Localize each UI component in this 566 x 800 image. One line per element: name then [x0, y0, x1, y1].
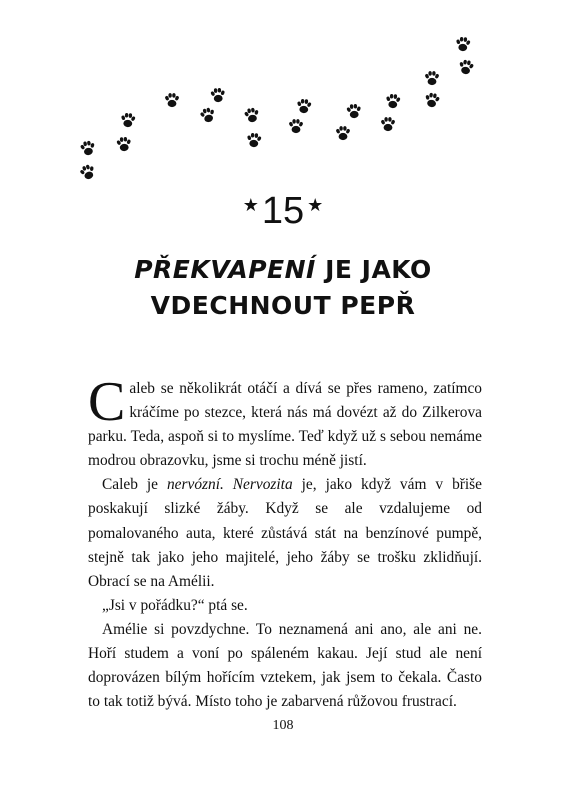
paw-print-icon: [79, 140, 96, 156]
paw-print-icon: [210, 87, 226, 102]
paragraph: Amélie si povzdychne. To neznamená ani ano, ale ani ne. Hoří studem a voní po spáleném kakau. Její stud ale není doprovázen bílým hořícím vztekem, jak jsem to čekala. Často to tak totiž bývá. Místo toho je zabarvená růžovou frustrací.: [88, 620, 482, 711]
paragraph: [88, 473, 482, 593]
paw-print-icon: [455, 36, 471, 51]
paw-print-icon: [335, 126, 350, 140]
chapter-title-line-2: VDECHNOUT PEPŘ: [150, 291, 416, 320]
chapter-title: [0, 252, 566, 324]
paragraph: „Jsi v pořádku?“ ptá se.: [102, 596, 248, 614]
chapter-title-rest: JE JAKO: [325, 255, 432, 284]
paw-print-icon: [78, 163, 97, 181]
chapter-title-emphasis: PŘEKVAPENÍ: [134, 255, 316, 284]
paragraph-text: je, jako když vám v břiše poskakují slizké žáby. Když se ale vzdalujeme od pomalovaného auta, které zůstává stát na benzínové pumpě, stejně tak jako jeho majitelé, jeho žáby se trošku zklidňují. Obrací se na Amélii.: [88, 476, 482, 590]
chapter-number: [0, 183, 566, 233]
paw-print-icon: [385, 93, 401, 108]
paw-prints-decoration: [0, 0, 566, 200]
star-icon: ★: [307, 195, 324, 215]
paragraph-text: Caleb je: [102, 476, 167, 494]
paragraph-italic: nervózní. Nervozita: [166, 476, 293, 494]
paw-print-icon: [346, 103, 362, 118]
paragraph-text: aleb se několikrát otáčí a dívá se přes rameno, zatímco kráčíme po stezce, která nás má dovézt až do Zilkerova parku. Teda, aspoň si to myslíme. Teď když už s sebou nemáme modrou obrazovku, jsme si trochu méně jistí.: [88, 380, 482, 470]
paw-print-icon: [199, 106, 217, 123]
page-number: 108: [272, 718, 294, 733]
drop-cap: C: [88, 371, 126, 433]
paw-print-icon: [458, 59, 475, 75]
paw-print-icon: [116, 136, 132, 151]
paw-print-icon: [164, 93, 179, 107]
paragraph: [88, 371, 482, 473]
star-icon: ★: [242, 195, 259, 215]
paw-print-icon: [120, 112, 136, 127]
paw-print-icon: [243, 107, 260, 123]
paw-print-icon: [424, 92, 441, 108]
paw-print-icon: [288, 119, 303, 133]
paw-print-icon: [246, 132, 262, 147]
paw-print-icon: [424, 71, 439, 85]
paw-print-icon: [296, 98, 312, 113]
chapter-title-line-1: [0, 252, 566, 288]
chapter-number-value: 15: [261, 190, 305, 232]
body-text: [88, 371, 482, 714]
paw-print-icon: [380, 117, 395, 131]
